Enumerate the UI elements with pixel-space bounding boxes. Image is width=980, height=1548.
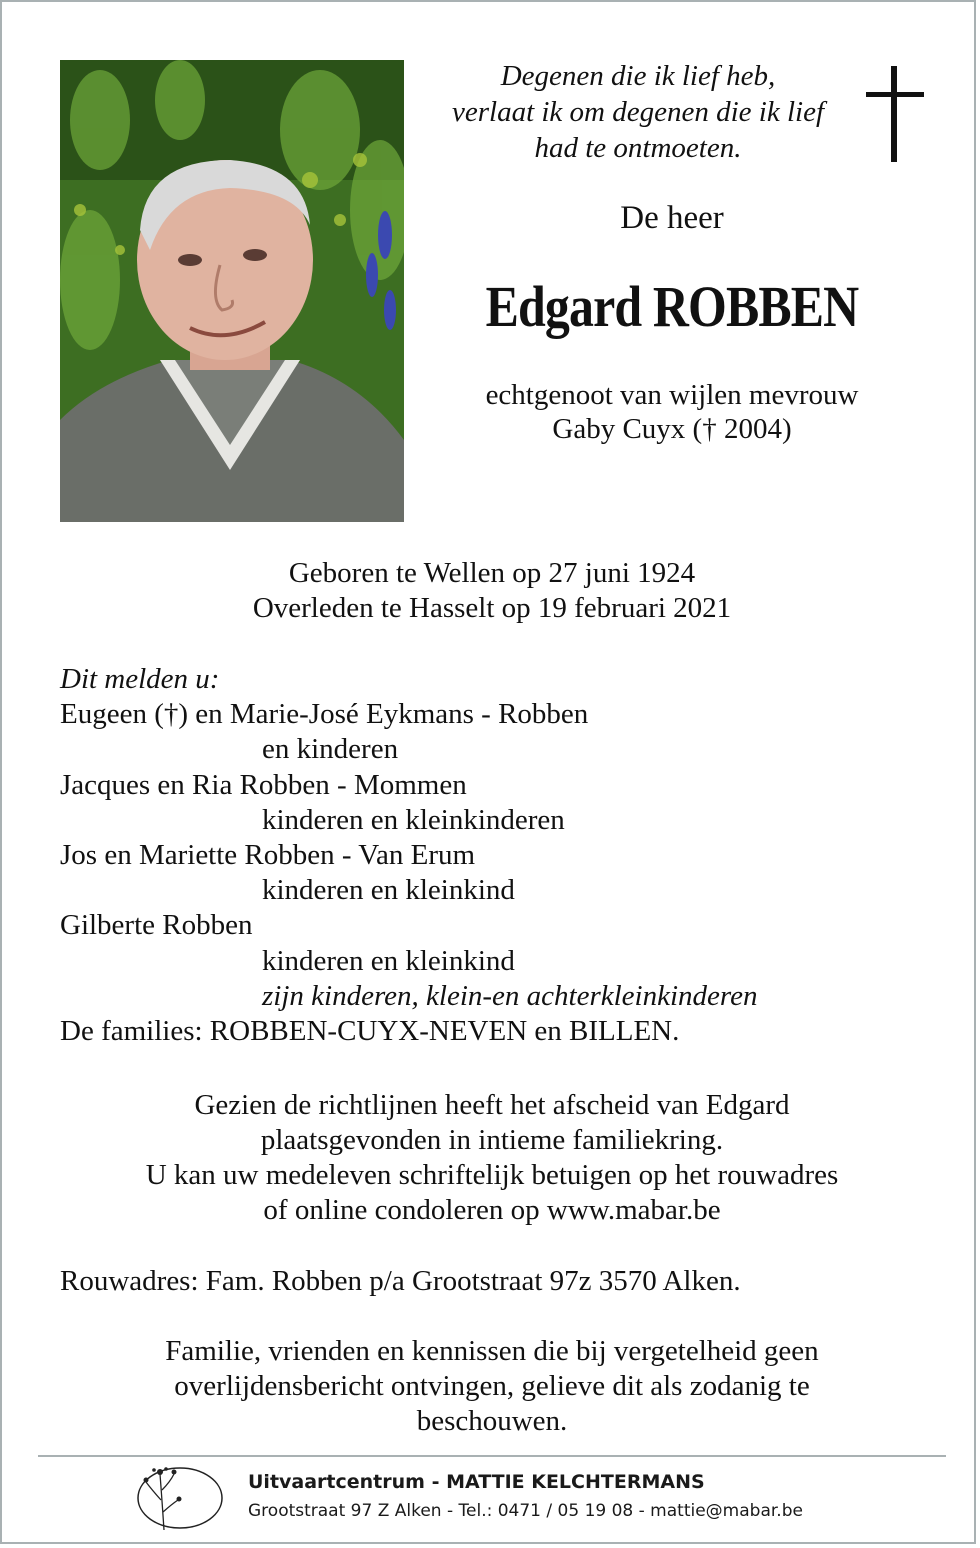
- quote-line: had te ontmoeten.: [534, 132, 742, 164]
- notice-line: Gezien de richtlijnen heeft het afscheid van Edgard: [194, 1089, 790, 1121]
- closing-line: Familie, vrienden en kennissen die bij vergetelheid geen: [165, 1335, 819, 1367]
- deceased-name: Edgard ROBBEN: [485, 274, 859, 339]
- cross-vertical-bar: [891, 66, 897, 162]
- spouse-line: Gaby Cuyx († 2004): [552, 413, 792, 445]
- notice-line: plaatsgevonden in intieme familiekring.: [260, 1124, 724, 1156]
- flower-logo-icon: [134, 1460, 226, 1532]
- closing-line: beschouwen.: [416, 1405, 568, 1437]
- farewell-notice: [42, 1088, 942, 1228]
- funeral-home-contact: Grootstraat 97 Z Alken - Tel.: 0471 / 05 19 08 - mattie@mabar.be: [248, 1501, 803, 1521]
- family-line: en kinderen: [262, 733, 399, 766]
- memorial-quote: [412, 58, 864, 166]
- funeral-home-name: Uitvaartcentrum - MATTIE KELCHTERMANS: [248, 1471, 705, 1493]
- quote-line: verlaat ik om degenen die ik lief: [451, 96, 825, 128]
- portrait-photo: [60, 60, 404, 522]
- notice-line: U kan uw medeleven schriftelijk betuigen op het rouwadres: [145, 1159, 839, 1191]
- cross-horizontal-bar: [866, 92, 924, 97]
- family-line: kinderen en kleinkinderen: [262, 803, 565, 836]
- closing-line: overlijdensbericht ontvingen, gelieve dit als zodanig te: [174, 1370, 810, 1402]
- family-line: Gilberte Robben: [60, 909, 253, 942]
- portrait-illustration: [60, 60, 404, 522]
- footer-divider: [38, 1455, 946, 1457]
- family-line: zijn kinderen, klein-en achterkleinkinderen: [262, 979, 758, 1012]
- deceased-title: De heer: [620, 200, 724, 236]
- latin-cross-icon: [866, 66, 924, 162]
- quote-line: Degenen die ik lief heb,: [500, 60, 776, 92]
- closing-note: [42, 1334, 942, 1439]
- family-line: De families: ROBBEN-CUYX-NEVEN en BILLEN.: [60, 1015, 680, 1048]
- family-line: Eugeen (†) en Marie-José Eykmans - Robben: [60, 698, 589, 731]
- funeral-home-info: [248, 1468, 938, 1526]
- family-line: Jos en Mariette Robben - Van Erum: [60, 839, 476, 872]
- spouse-info: [412, 378, 932, 446]
- family-intro: Dit melden u:: [60, 663, 220, 695]
- notice-line: of online condoleren op www.mabar.be: [263, 1194, 721, 1226]
- family-line: kinderen en kleinkind: [262, 944, 515, 977]
- life-dates: [42, 556, 942, 626]
- death-line: Overleden te Hasselt op 19 februari 2021: [252, 592, 732, 624]
- mourning-address: Rouwadres: Fam. Robben p/a Grootstraat 97z 3570 Alken.: [60, 1265, 741, 1297]
- family-line: kinderen en kleinkind: [262, 874, 515, 907]
- family-line: Jacques en Ria Robben - Mommen: [60, 768, 467, 801]
- family-list: [60, 662, 940, 1049]
- birth-line: Geboren te Wellen op 27 juni 1924: [288, 557, 696, 589]
- spouse-line: echtgenoot van wijlen mevrouw: [485, 379, 859, 411]
